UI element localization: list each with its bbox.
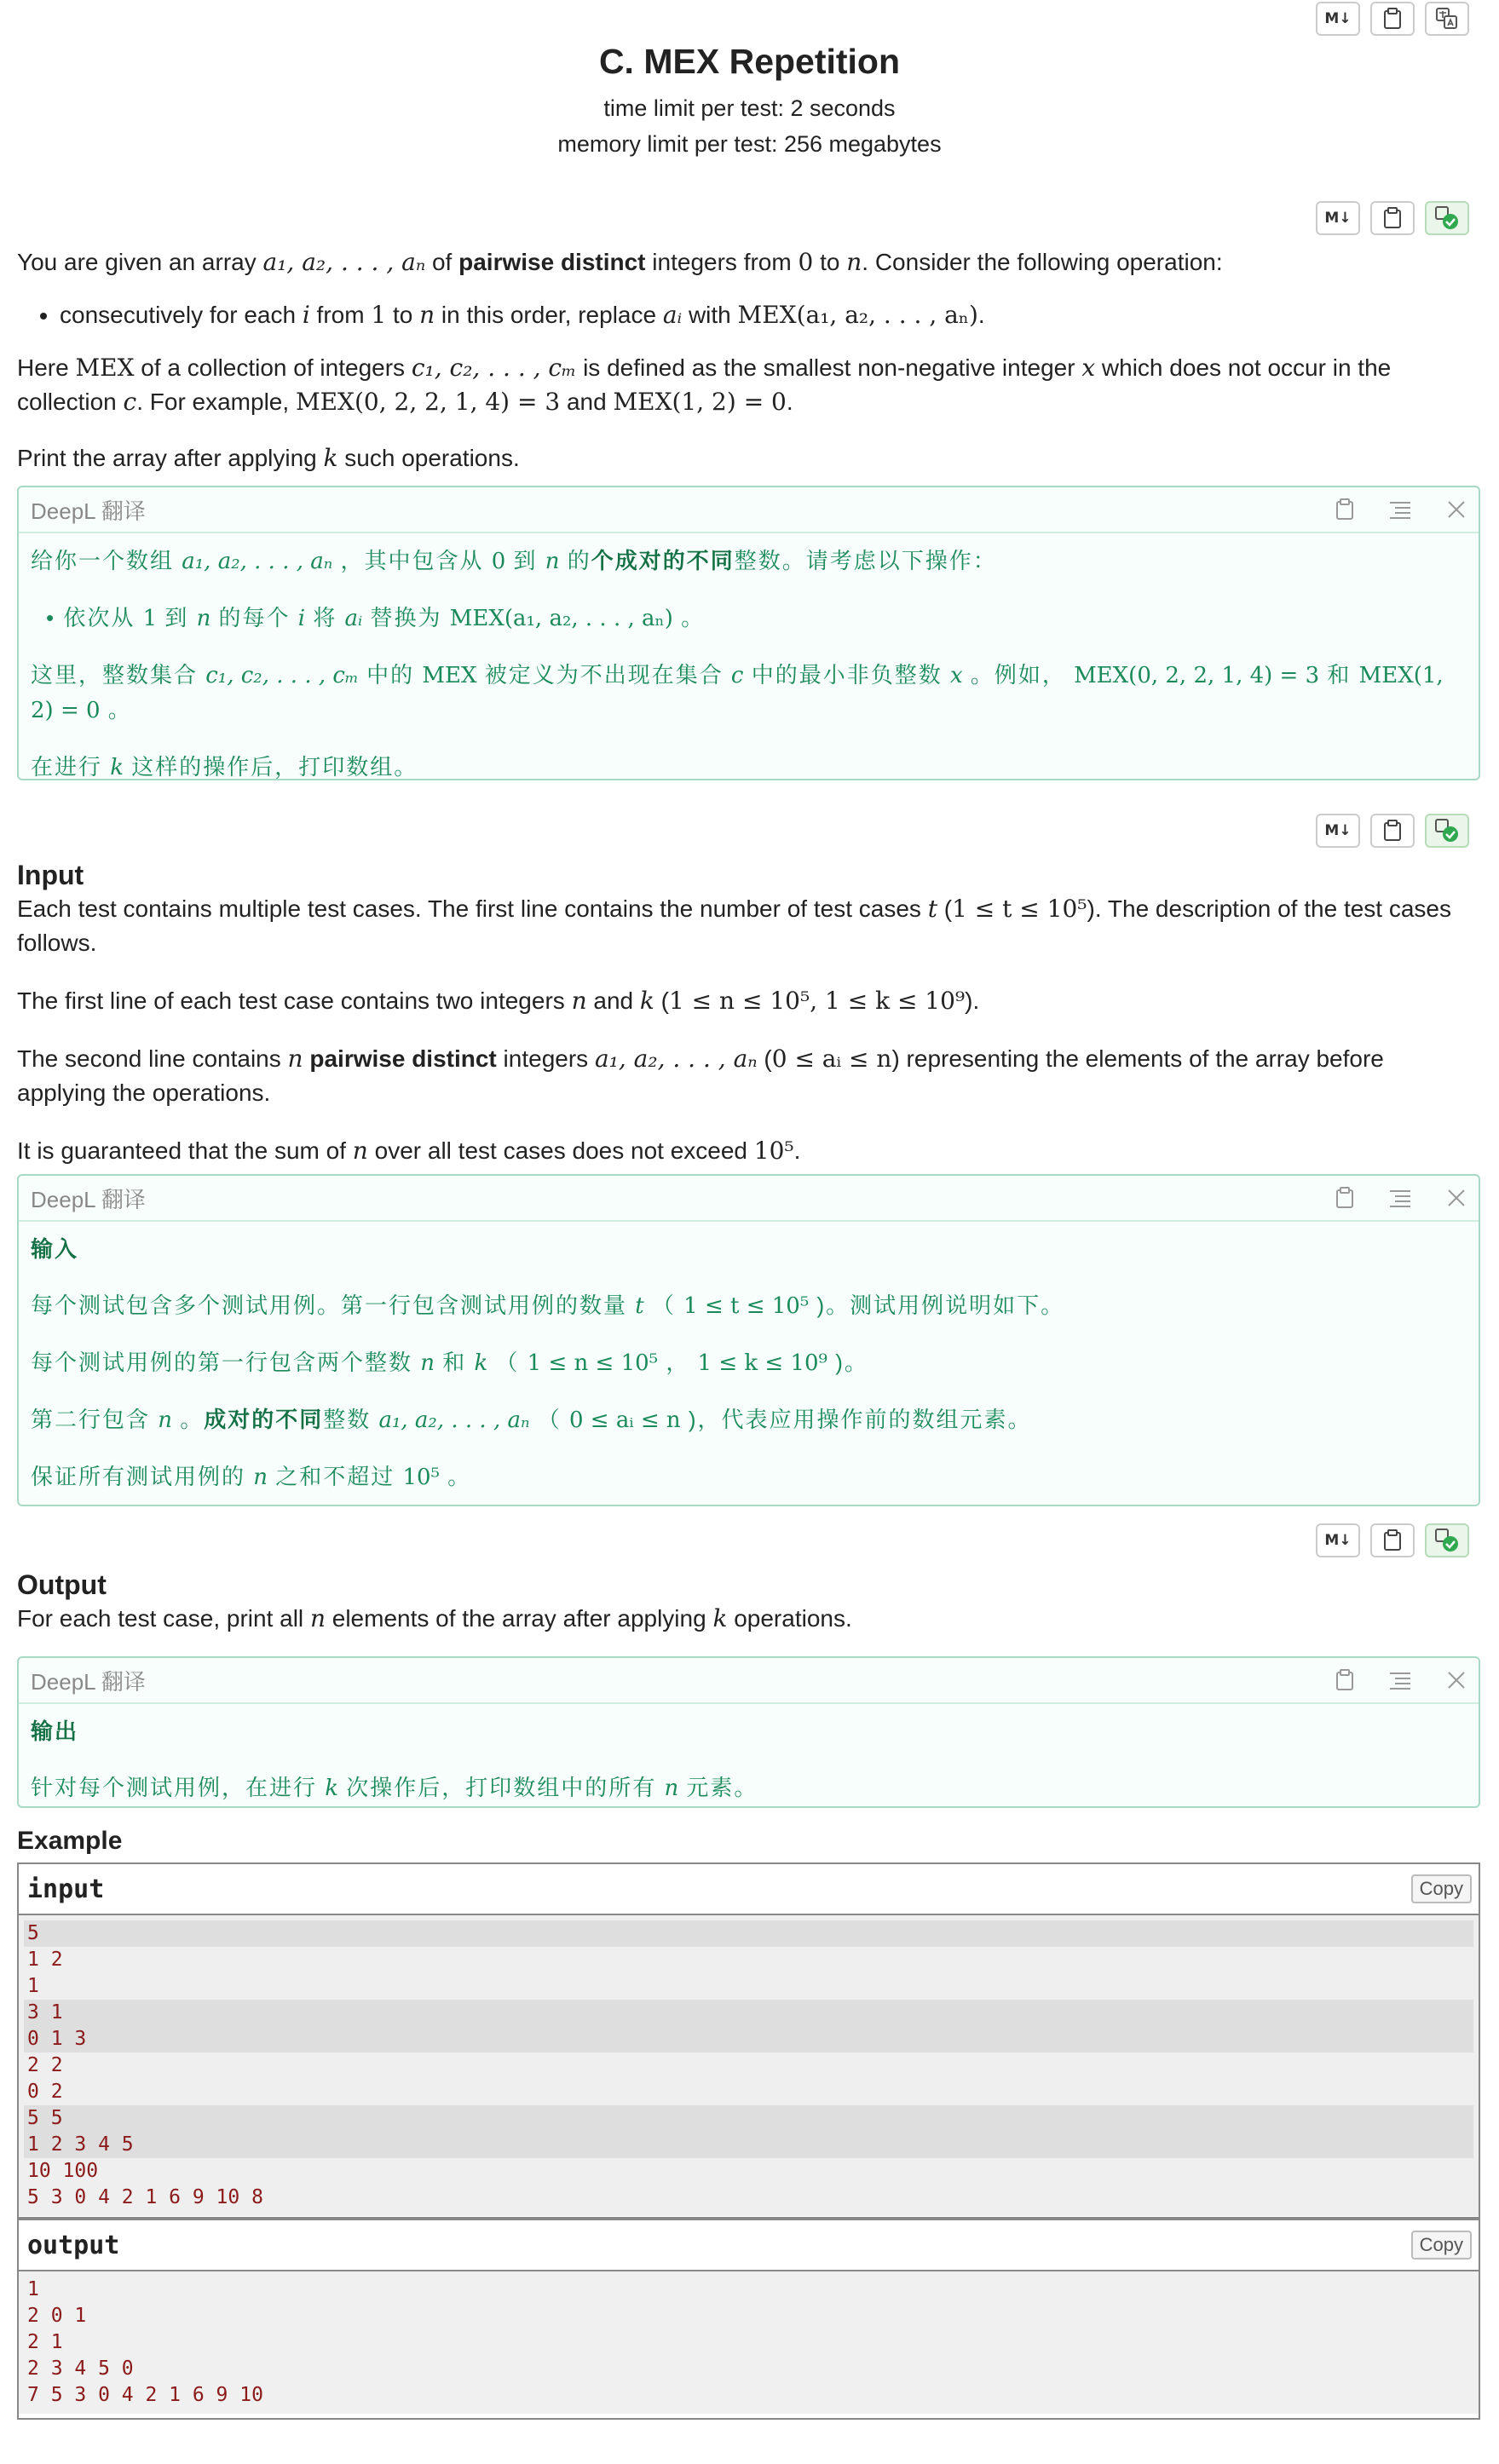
input-line: 0 1 3 — [24, 2026, 1473, 2052]
close-icon[interactable] — [1446, 1670, 1467, 1690]
clipboard-icon — [1383, 820, 1402, 842]
deepl-header — [19, 1176, 1479, 1222]
translate-button[interactable] — [1425, 2, 1469, 36]
translate-check-icon — [1434, 1528, 1460, 1553]
clipboard-icon — [1383, 8, 1402, 30]
sample-output — [17, 2219, 1480, 2420]
deepl-label: DeepL 翻译 — [31, 498, 146, 524]
sample-input-body[interactable] — [19, 1915, 1479, 2216]
close-icon[interactable] — [1446, 499, 1467, 520]
deepl-translation-input — [17, 1174, 1480, 1506]
output-toolbar — [1316, 1523, 1469, 1557]
clipboard-icon — [1383, 1529, 1402, 1552]
markdown-copy-button[interactable]: M↓ — [1316, 2, 1360, 36]
sample-input — [17, 1862, 1480, 2219]
clipboard-button[interactable] — [1370, 201, 1415, 235]
sample-input-header — [19, 1864, 1479, 1915]
copy-icon[interactable] — [1335, 1669, 1354, 1691]
deepl-label: DeepL 翻译 — [31, 1186, 146, 1212]
output-line: 2 0 1 — [27, 2305, 87, 2327]
markdown-copy-button[interactable]: M↓ — [1316, 201, 1360, 235]
output-line: 7 5 3 0 4 2 1 6 9 10 — [27, 2384, 263, 2406]
format-icon[interactable] — [1388, 1671, 1412, 1690]
input-line: 5 3 0 4 2 1 6 9 10 8 — [27, 2186, 263, 2208]
input-line: 10 100 — [27, 2160, 99, 2182]
input-line: 0 2 — [27, 2081, 63, 2103]
input-line: 1 2 — [27, 1949, 63, 1971]
output-line: 2 3 4 5 0 — [27, 2357, 134, 2380]
deepl-header — [19, 1658, 1479, 1704]
input-toolbar — [1316, 814, 1469, 848]
input-title: Input — [17, 860, 84, 890]
markdown-copy-button[interactable]: M↓ — [1316, 1523, 1360, 1557]
translate-check-icon — [1434, 205, 1460, 231]
input-spec: Input Each test contains multiple test cases. The first line contains the number of test cases t (1 ≤ t ≤ 10⁵). The description of the test cases follows. The first line of each test case contains two integers n and k (1 ≤ n ≤ 10⁵, 1 ≤ k ≤ 10⁹). The second line contains n pairwise distinct integers a₁, a₂, . . . , aₙ (0 ≤ aᵢ ≤ n) representing the elements of the array before applying the operations. It is guaranteed that the sum of n over all test cases does not exceed 10⁵. — [17, 858, 1479, 1168]
statement-toolbar — [1316, 201, 1469, 235]
input-line: 3 1 — [24, 2000, 1473, 2026]
format-icon[interactable] — [1388, 1189, 1412, 1207]
copy-input-button[interactable]: Copy — [1411, 1874, 1472, 1903]
operation-list — [17, 298, 1479, 332]
problem-header — [0, 37, 1499, 162]
input-line: 1 2 3 4 5 — [24, 2132, 1473, 2158]
problem-title: C. MEX Repetition — [598, 42, 901, 81]
copy-output-button[interactable]: Copy — [1411, 2231, 1472, 2260]
deepl-body: 输入 每个测试包含多个测试用例。第一行包含测试用例的数量 t （ 1 ≤ t ≤ 10⁵ )。测试用例说明如下。 每个测试用例的第一行包含两个整数 n 和 k （ 1 ≤ n ≤ 10⁵ ， 1 ≤ k ≤ 10⁹ )。 第二行包含 n 。成对的不同整数 a₁, a₂, . . . , aₙ （ 0 ≤ aᵢ ≤ n )，代表应用操作前的数组元素。 保证所有测试用例的 n 之和不超过 10⁵ 。 — [31, 1236, 1065, 1490]
sample-output-body[interactable] — [19, 2271, 1479, 2414]
input-line: 1 — [27, 1975, 39, 1997]
translate-active-button[interactable] — [1425, 814, 1469, 848]
time-limit: time limit per test: 2 seconds — [603, 95, 896, 121]
copy-icon[interactable] — [1335, 1187, 1354, 1209]
output-line: 1 — [27, 2278, 39, 2300]
deepl-translation-output — [17, 1656, 1480, 1808]
clipboard-icon — [1383, 207, 1402, 229]
example-label: Example — [17, 1827, 123, 1855]
sample-output-header — [19, 2220, 1479, 2271]
deepl-body: 输出 针对每个测试用例，在进行 k 次操作后，打印数组中的所有 n 元素。 — [31, 1718, 758, 1801]
deepl-translation-statement — [17, 486, 1480, 780]
translate-check-icon — [1434, 818, 1460, 843]
mex-definition: Here MEX of a collection of integers c₁, c₂, . . . , cₘ is defined as the smallest non-negative integer x which does not occur in the collection c. For example, MEX(0, 2, 2, 1, 4) = 3 and MEX(1, 2) = 0. — [17, 354, 1392, 416]
output-line: 2 1 — [27, 2331, 63, 2353]
translate-icon — [1435, 7, 1459, 31]
memory-limit: memory limit per test: 256 megabytes — [557, 131, 942, 157]
statement — [17, 245, 1479, 475]
sample-input-title: input — [27, 1874, 105, 1904]
header-toolbar — [1316, 2, 1469, 36]
operation-item: • consecutively for each i from 1 to n in this order, replace aᵢ with MEX(a₁, a₂, . . . , aₙ). — [60, 298, 1479, 332]
deepl-body: 给你一个数组 a₁, a₂, . . . , aₙ ，其中包含从 0 到 n 的个成对的不同整数。请考虑以下操作： • 依次从 1 到 n 的每个 i 将 aᵢ 替换为 MEX(a₁, a₂, . . . , aₙ) 。 这里，整数集合 c₁, c₂, . . . , cₘ 中的 MEX 被定义为不出现在集合 c 中的最小非负整数 x 。例如， MEX(0, 2, 2, 1, 4) = 3 和 MEX(1, 2) = 0 。 在进行 k 这样的操作后，打印数组。 — [31, 548, 1444, 780]
print-instruction: Print the array after applying k such operations. — [17, 444, 520, 472]
statement-paragraph: You are given an array a₁, a₂, . . . , aₙ of pairwise distinct integers from 0 to n. Consider the following operation: — [17, 248, 1223, 276]
input-line: 2 2 — [27, 2054, 63, 2076]
translate-active-button[interactable] — [1425, 1523, 1469, 1557]
translate-active-button[interactable] — [1425, 201, 1469, 235]
close-icon[interactable] — [1446, 1188, 1467, 1208]
input-line: 5 — [24, 1920, 1473, 1947]
clipboard-button[interactable] — [1370, 1523, 1415, 1557]
copy-icon[interactable] — [1335, 498, 1354, 521]
deepl-label: DeepL 翻译 — [31, 1668, 146, 1695]
input-line: 5 5 — [24, 2105, 1473, 2132]
sample-output-title: output — [27, 2230, 120, 2260]
markdown-copy-button[interactable]: M↓ — [1316, 814, 1360, 848]
output-spec: Output For each test case, print all n elements of the array after applying k operations. — [17, 1568, 1479, 1636]
clipboard-button[interactable] — [1370, 814, 1415, 848]
format-icon[interactable] — [1388, 500, 1412, 519]
output-title: Output — [17, 1569, 107, 1600]
deepl-header — [19, 487, 1479, 533]
clipboard-button[interactable] — [1370, 2, 1415, 36]
